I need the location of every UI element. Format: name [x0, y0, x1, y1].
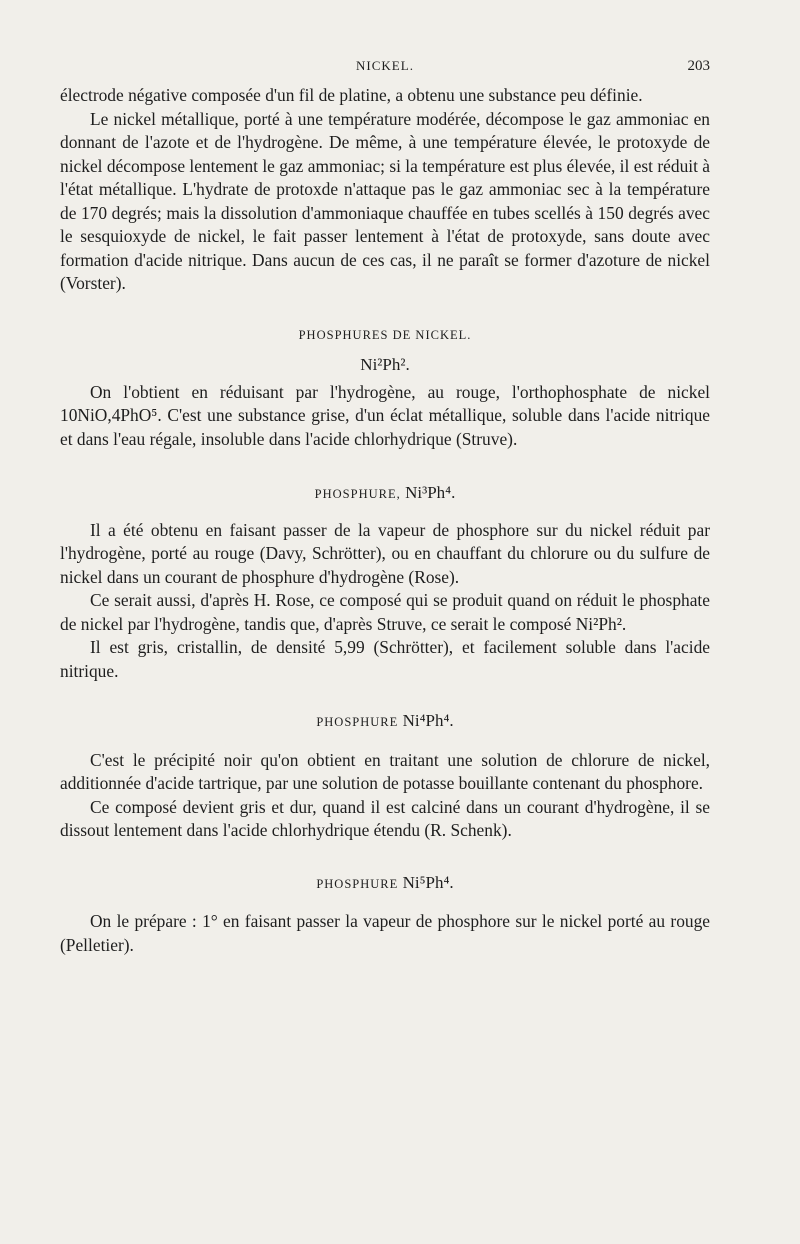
section-heading-ni4ph4: [60, 709, 710, 735]
paragraph-ni5ph4-1: On le prépare : 1° en faisant passer la vapeur de phosphore sur le nickel porté au rouge (Pelletier).: [60, 911, 710, 955]
page-body: [60, 84, 710, 957]
heading-label: PHOSPHURE: [316, 715, 399, 729]
running-head: [60, 58, 710, 78]
running-title: NICKEL.: [356, 58, 414, 73]
section-heading-ni3ph4: [60, 481, 710, 507]
formula-ni3ph4: Ni³Ph⁴.: [405, 483, 456, 502]
formula-ni2ph2: Ni²Ph².: [360, 355, 410, 374]
paragraph-ni3ph4-3: Il est gris, cristallin, de densité 5,99 (Schrötter), et facilement soluble dans l'acide nitrique.: [60, 637, 710, 681]
formula-ni4ph4: Ni⁴Ph⁴.: [402, 711, 454, 730]
paragraph-continuation: électrode négative composée d'un fil de platine, a obtenu une substance peu définie.: [60, 85, 643, 105]
paragraph-ni2ph2: On l'obtient en réduisant par l'hydrogène, au rouge, l'orthophosphate de nickel 10NiO,4PhO⁵. C'est une substance grise, d'un éclat métallique, soluble dans l'acide nitrique et dans l'eau régale, insoluble dans l'acide chlorhydrique (Struve).: [60, 381, 710, 449]
section-heading-ni5ph4: [60, 871, 710, 897]
page-number: 203: [687, 58, 710, 74]
paragraph-ammonia: Le nickel métallique, porté à une température modérée, décompose le gaz ammoniac en donnant de l'azote et de l'hydrogène. De même, à une température élevée, le protoxyde de nickel décompose lentement le gaz ammoniac; si la température est plus élevée, il est réduit à l'état métallique. L'hydrate de protoxde n'attaque pas le gaz ammoniac sec à la température de 170 degrés; mais la dissolution d'ammoniaque chauffée en tubes scellés à 150 degrés avec le sesquioxyde de nickel, le fait passer lentement à l'état de protoxyde, sans doute avec formation d'acide nitrique. Dans aucun de ces cas, il ne paraît se former d'azoture de nickel (Vorster).: [60, 108, 710, 293]
paragraph-ni3ph4-2: Ce serait aussi, d'après H. Rose, ce composé qui se produit quand on réduit le phosphate de nickel par l'hydrogène, tandis que, d'après Struve, ce serait le composé Ni²Ph².: [60, 590, 710, 634]
heading-label: PHOSPHURE: [316, 876, 399, 891]
paragraph-ni3ph4-1: Il a été obtenu en faisant passer de la vapeur de phosphore sur du nickel réduit par l'hydrogène, porté au rouge (Davy, Schrötter), ou en chauffant du chlorure ou du sulfure de nickel dans un courant de phosphure d'hydrogène (Rose).: [60, 519, 710, 587]
heading-label: PHOSPHURE,: [314, 487, 401, 501]
section-heading-phosphures: PHOSPHURES DE NICKEL.: [298, 327, 472, 342]
formula-ni5ph4: Ni⁵Ph⁴.: [402, 872, 454, 892]
paragraph-ni4ph4-2: Ce composé devient gris et dur, quand il est calciné dans un courant d'hydrogène, il se dissout lentement dans l'acide chlorhydrique étendu (R. Schenk).: [60, 796, 710, 840]
paragraph-ni4ph4-1: C'est le précipité noir qu'on obtient en traitant une solution de chlorure de nickel, additionnée d'acide tartrique, par une solution de potasse bouillante contenant du phosphore.: [60, 749, 710, 793]
